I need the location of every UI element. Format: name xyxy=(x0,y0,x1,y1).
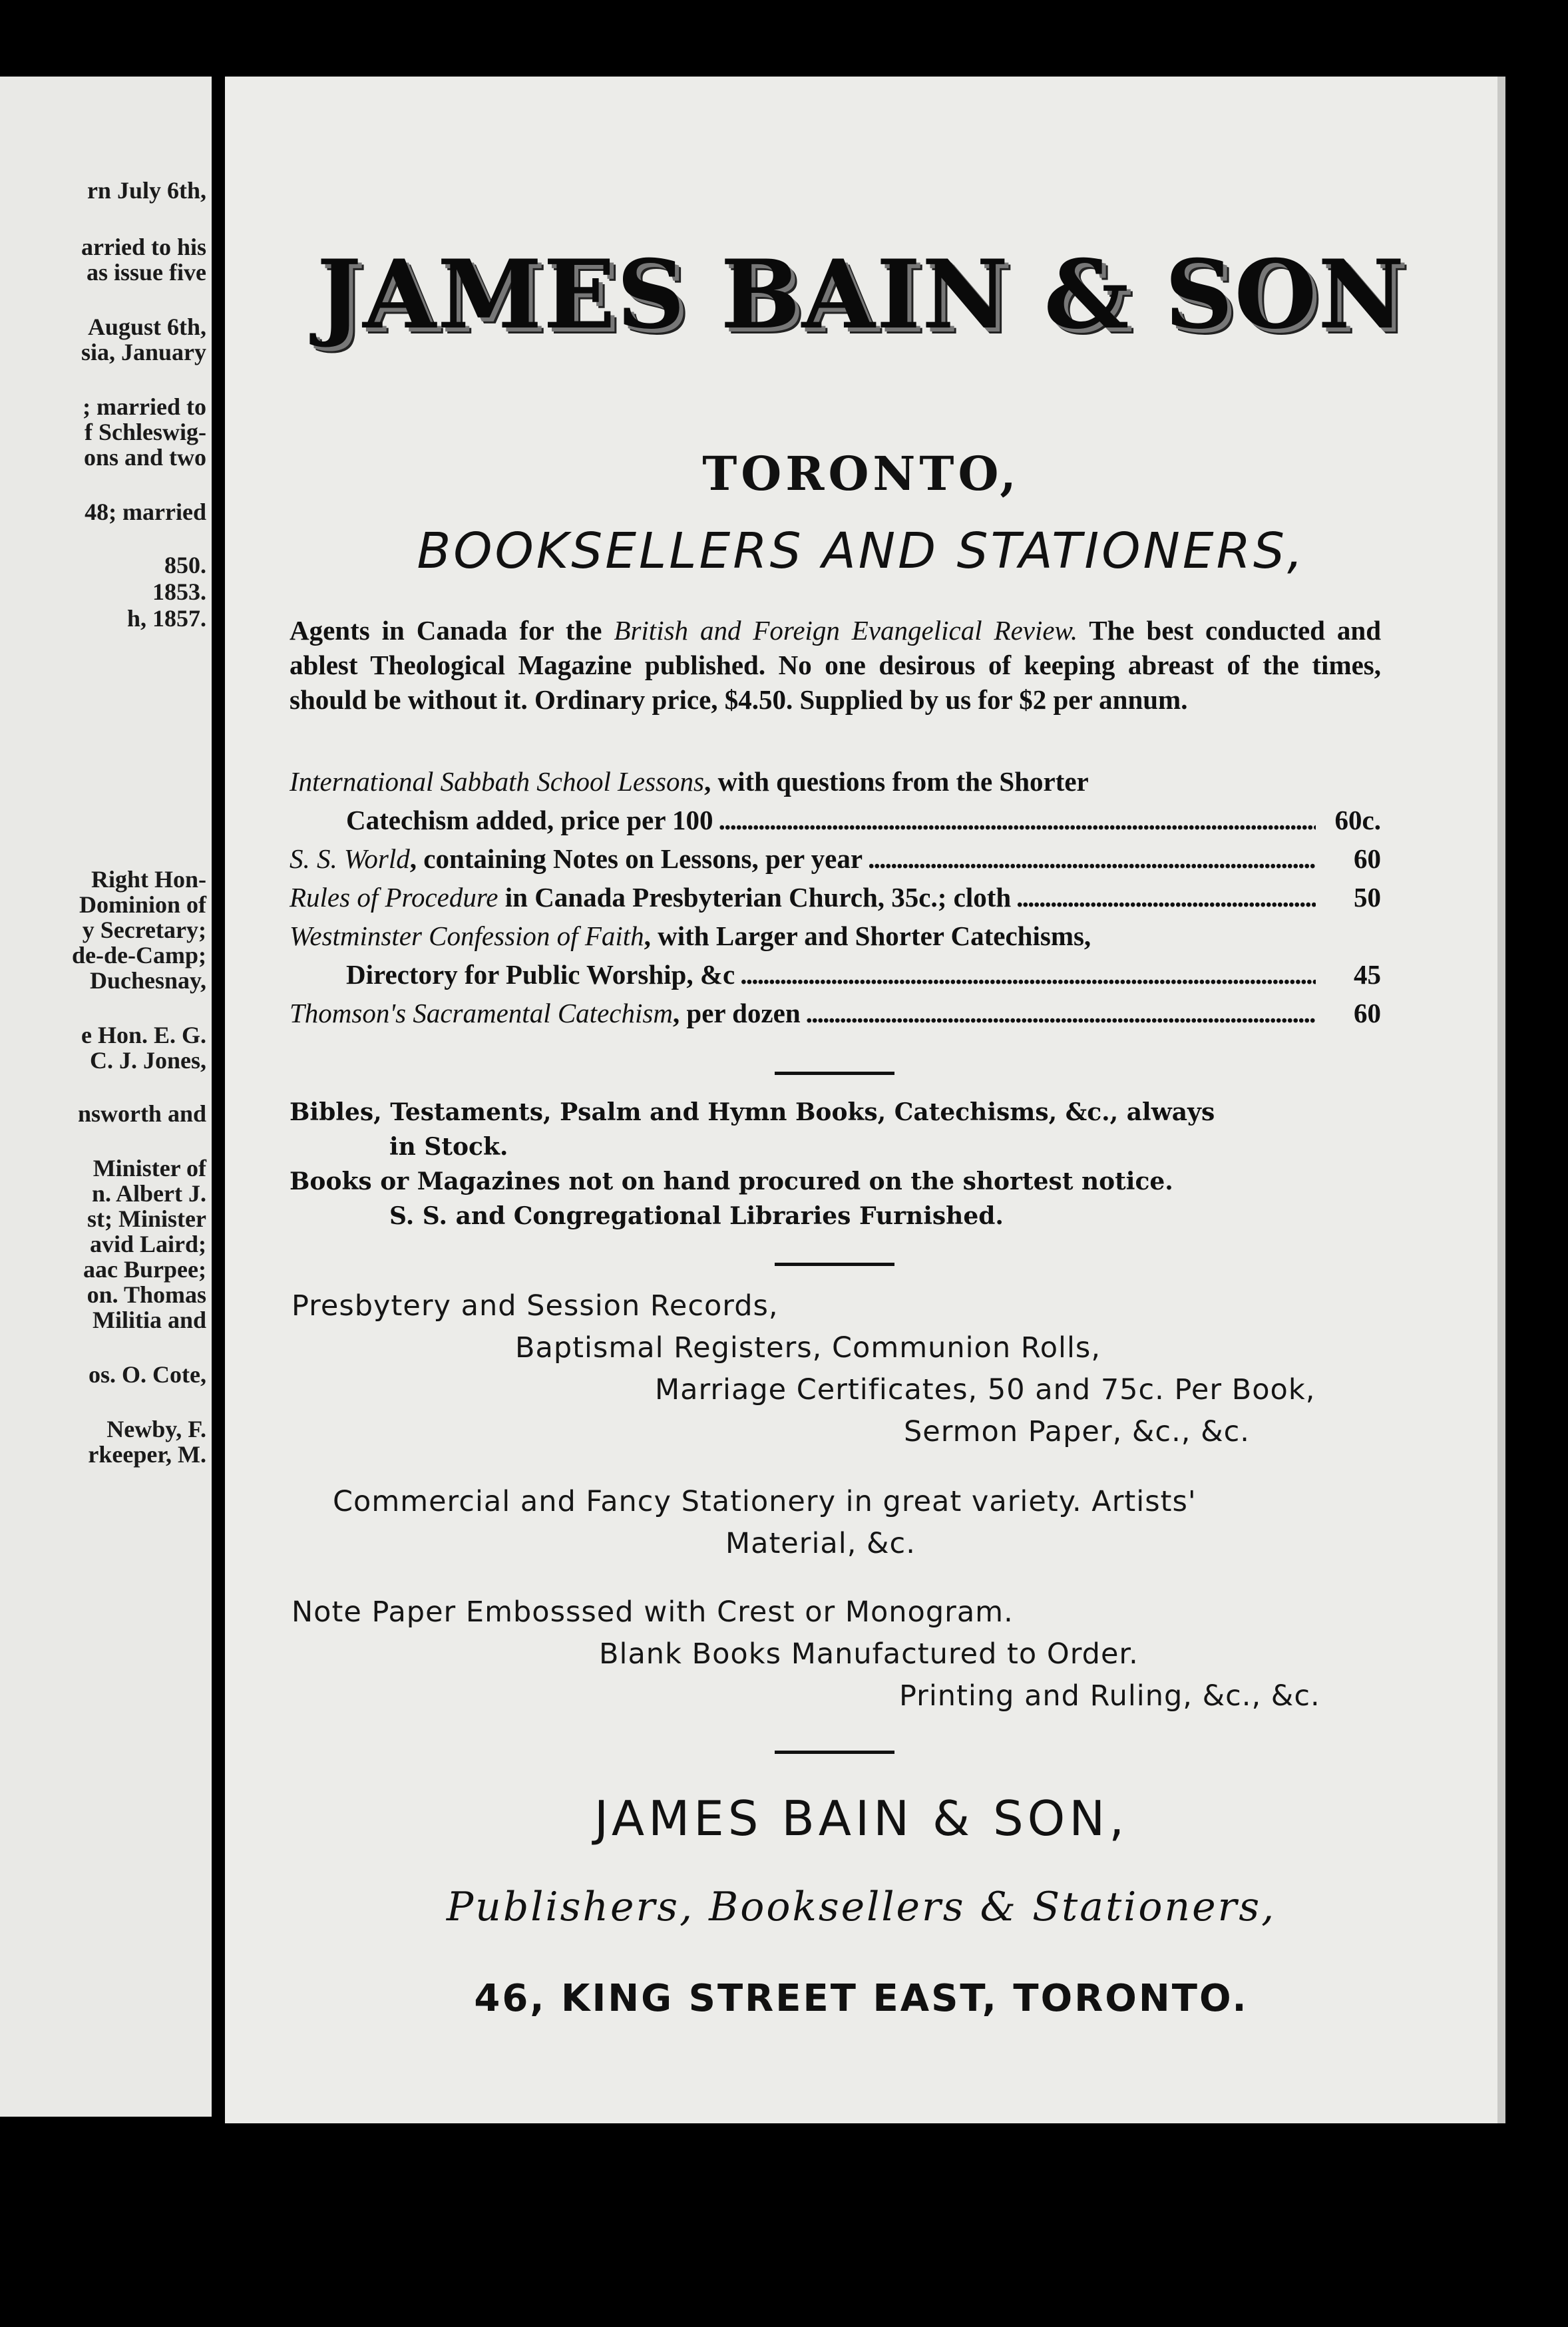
facing-page-text: ons and two xyxy=(83,444,206,471)
list-item-continuation xyxy=(290,958,1381,997)
list-item xyxy=(290,920,1381,958)
list-item xyxy=(290,765,1381,804)
item-desc: Catechism added, price per 100 xyxy=(346,805,713,835)
facing-page-text: Duchesnay, xyxy=(89,967,206,994)
notice-line: S. S. and Congregational Libraries Furnished. xyxy=(389,1202,1004,1230)
leader-dots xyxy=(806,997,1316,1029)
item-desc: in Canada Presbyterian Church, 35c.; cloth xyxy=(498,882,1012,913)
main-title: JAMES BAIN & SON xyxy=(316,240,1406,350)
agents-text-rest: The best conducted and ablest Theological Magazine published. No one desirous of keeping abreast of the times, should be without it. Ordinary price, $4.50. Supplied by us for $2 per annum. xyxy=(290,615,1381,715)
facing-page-text: sia, January xyxy=(81,339,206,365)
item-price: 60 xyxy=(1354,843,1381,874)
facing-page-text: de-de-Camp; xyxy=(72,942,206,968)
facing-page-text: os. O. Cote, xyxy=(89,1361,206,1388)
facing-page-text: avid Laird; xyxy=(89,1231,206,1257)
facing-page-text: Right Hon- xyxy=(91,866,206,893)
facing-page-text: rkeeper, M. xyxy=(88,1441,206,1468)
notice-line: Books or Magazines not on hand procured on the shortest notice. xyxy=(290,1167,1173,1195)
leader-dots xyxy=(719,804,1316,836)
notice-line: in Stock. xyxy=(389,1133,508,1161)
item-desc: Directory for Public Worship, &c xyxy=(346,959,735,990)
record-line: Commercial and Fancy Stationery in great variety. Artists' xyxy=(333,1485,1197,1518)
facing-page-text: August 6th, xyxy=(87,314,206,340)
subtitle: BOOKSELLERS AND STATIONERS, xyxy=(417,523,1306,580)
divider-rule xyxy=(775,1263,894,1266)
facing-page-text: Militia and xyxy=(92,1307,206,1333)
facing-page-text: Dominion of xyxy=(79,891,206,918)
page-edge xyxy=(1497,77,1505,2123)
record-line: Note Paper Embosssed with Crest or Monogram. xyxy=(292,1595,1014,1629)
record-line: Blank Books Manufactured to Order. xyxy=(599,1637,1139,1671)
item-price: 60 xyxy=(1354,998,1381,1028)
facing-page-text: y Secretary; xyxy=(82,917,206,943)
facing-page-text: f Schleswig- xyxy=(85,419,206,445)
item-desc: , containing Notes on Lessons, per year xyxy=(409,843,863,874)
leader-dots xyxy=(868,843,1316,875)
facing-page-text: nsworth and xyxy=(77,1100,206,1127)
item-price: 60c. xyxy=(1334,805,1381,835)
divider-rule xyxy=(775,1072,894,1075)
facing-page-fragment xyxy=(0,77,212,2117)
list-item xyxy=(290,881,1381,920)
item-price: 50 xyxy=(1354,882,1381,913)
record-line: Sermon Paper, &c., &c. xyxy=(904,1415,1250,1448)
item-desc: , per dozen xyxy=(672,998,801,1028)
facing-page-text: aac Burpee; xyxy=(83,1256,206,1283)
price-list xyxy=(290,765,1381,1036)
facing-page-text: as issue five xyxy=(87,259,206,286)
leader-dots xyxy=(1016,881,1316,913)
record-line: Baptismal Registers, Communion Rolls, xyxy=(515,1331,1101,1365)
record-line: Presbytery and Session Records, xyxy=(292,1289,779,1323)
list-item xyxy=(290,843,1381,881)
footer-name: JAMES BAIN & SON, xyxy=(594,1791,1129,1846)
facing-page-text: st; Minister xyxy=(87,1205,206,1232)
notice-line: Bibles, Testaments, Psalm and Hymn Books, Catechisms, &c., always xyxy=(290,1098,1215,1126)
footer-address: 46, KING STREET EAST, TORONTO. xyxy=(474,1977,1249,2020)
agents-text-start: Agents in Canada for the xyxy=(290,615,614,646)
footer-roles: Publishers, Booksellers & Stationers, xyxy=(446,1884,1276,1930)
book-gutter xyxy=(212,77,225,2117)
facing-page-text: e Hon. E. G. xyxy=(81,1022,206,1048)
facing-page-text: Newby, F. xyxy=(106,1416,206,1442)
divider-rule xyxy=(775,1751,894,1754)
item-title: Thomson's Sacramental Catechism xyxy=(290,998,673,1028)
city-heading: TORONTO, xyxy=(702,446,1020,501)
facing-page-text: C. J. Jones, xyxy=(89,1047,206,1074)
facing-page-text: 1853. xyxy=(152,578,206,605)
agents-paragraph xyxy=(290,613,1381,717)
item-desc: , with questions from the Shorter xyxy=(703,766,1089,797)
item-title: S. S. World xyxy=(290,843,410,874)
facing-page-text: h, 1857. xyxy=(126,605,206,632)
list-item-continuation xyxy=(290,804,1381,843)
item-price: 45 xyxy=(1354,959,1381,990)
stock-notices xyxy=(290,1095,1388,1233)
record-line: Marriage Certificates, 50 and 75c. Per Book, xyxy=(655,1373,1316,1406)
record-line: Printing and Ruling, &c., &c. xyxy=(899,1679,1320,1713)
facing-page-text: 850. xyxy=(164,552,206,578)
record-line: Material, &c. xyxy=(725,1527,916,1560)
facing-page-text: Minister of xyxy=(93,1155,206,1181)
item-title: Rules of Procedure xyxy=(290,882,498,913)
item-title: Westminster Confession of Faith xyxy=(290,921,644,951)
facing-page-text: on. Thomas xyxy=(87,1281,206,1308)
advertisement-page xyxy=(225,77,1497,2123)
facing-page-text: n. Albert J. xyxy=(91,1180,206,1207)
facing-page-text: rn July 6th, xyxy=(87,177,206,204)
item-desc: , with Larger and Shorter Catechisms, xyxy=(644,921,1091,951)
list-item xyxy=(290,997,1381,1036)
facing-page-text: 48; married xyxy=(85,499,206,525)
facing-page-text: arried to his xyxy=(81,234,206,260)
leader-dots xyxy=(740,958,1316,990)
review-title: British and Foreign Evangelical Review. xyxy=(614,615,1078,646)
item-title: International Sabbath School Lessons xyxy=(290,766,704,797)
facing-page-text: ; married to xyxy=(83,393,206,420)
